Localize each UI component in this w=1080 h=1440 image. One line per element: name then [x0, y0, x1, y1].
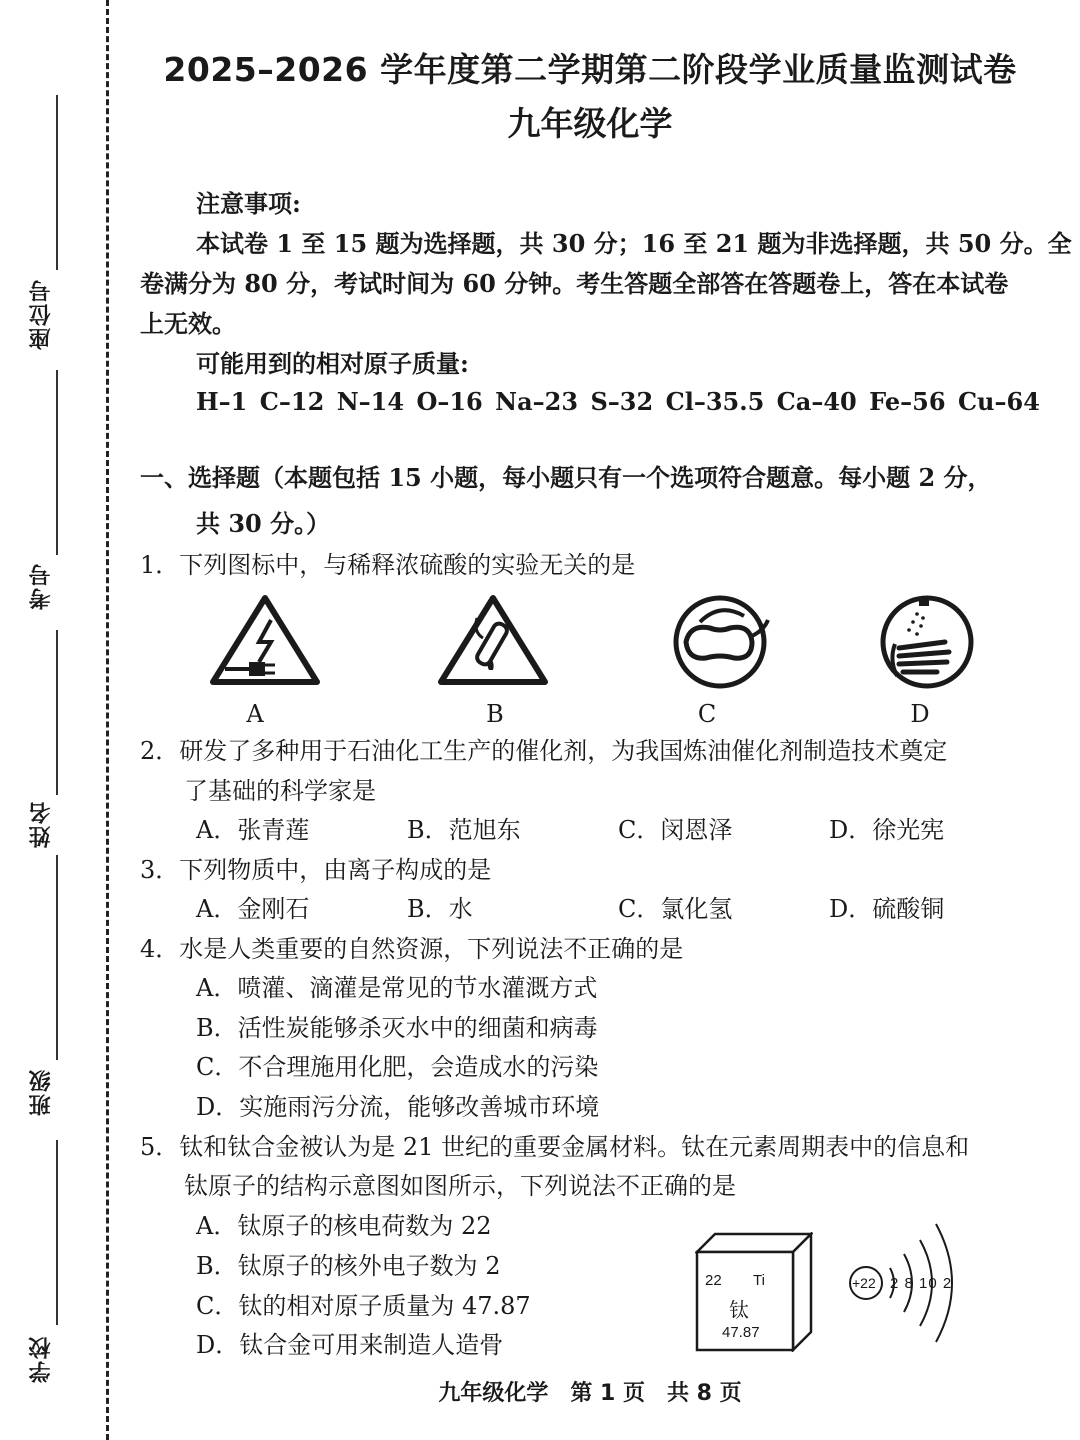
- mass-item: O–16: [416, 387, 483, 416]
- tile-element-name: 钛: [729, 1298, 749, 1322]
- option-text: D．硫酸铜: [829, 895, 945, 923]
- mass-item: H–1: [196, 387, 248, 416]
- mass-item: Na–23: [495, 387, 579, 416]
- name-label: 姓名: [29, 800, 54, 848]
- exam-sheet: [140, 0, 1072, 1440]
- school-line: [56, 1140, 58, 1325]
- option-text: A．金刚石: [196, 895, 310, 923]
- option-text: A．喷灌、滴灌是常见的节水灌溉方式: [196, 974, 598, 1002]
- mass-item: Fe–56: [869, 387, 946, 416]
- class-label: 班级: [29, 1068, 54, 1116]
- exam-number-line: [56, 370, 58, 555]
- page-footer: 九年级化学 第 1 页 共 8 页: [438, 1381, 742, 1406]
- mass-item: S–32: [590, 387, 654, 416]
- mass-item: Ca–40: [776, 387, 857, 416]
- section-heading: 一、选择题（本题包括 15 小题，每小题只有一个选项符合题意。每小题 2 分，: [140, 463, 992, 492]
- exam-number-label: 考号: [29, 562, 54, 610]
- section-heading-cont: 共 30 分。）: [196, 509, 331, 538]
- notice-heading: 注意事项:: [196, 189, 301, 218]
- question-2-options: [196, 810, 1040, 850]
- atomic-masses: [196, 382, 1040, 422]
- question-2-stem: 2．研发了多种用于石油化工生产的催化剂，为我国炼油催化剂制造技术奠定: [140, 737, 948, 765]
- tile-symbol: Ti: [753, 1272, 765, 1289]
- question-1-stem: 1．下列图标中，与稀释浓硫酸的实验无关的是: [140, 551, 636, 579]
- seat-line: [56, 95, 58, 270]
- option-text: B．活性炭能够杀灭水中的细菌和病毒: [196, 1014, 598, 1042]
- electron-shells: 2 8 10 2: [890, 1275, 953, 1292]
- option-text: B．钛原子的核外电子数为 2: [196, 1252, 501, 1280]
- masses-heading: 可能用到的相对原子质量:: [196, 349, 469, 378]
- page-subtitle: 九年级化学: [507, 104, 673, 143]
- option-text: B．范旭东: [407, 816, 521, 844]
- question-4-stem: 4．水是人类重要的自然资源，下列说法不正确的是: [140, 935, 684, 963]
- tile-atomic-number: 22: [705, 1272, 722, 1289]
- option-text: C．不合理施用化肥，会造成水的污染: [196, 1053, 599, 1081]
- option-label-b: B: [486, 700, 504, 728]
- nucleus-charge: +22: [852, 1275, 876, 1291]
- electric-hazard-icon: [205, 592, 325, 692]
- option-text: D．钛合金可用来制造人造骨: [196, 1331, 504, 1359]
- class-line: [56, 855, 58, 1060]
- option-text: C．钛的相对原子质量为 47.87: [196, 1292, 531, 1320]
- school-label: 学校: [29, 1335, 54, 1383]
- tile-atomic-mass: 47.87: [722, 1324, 760, 1341]
- notice-para1: 本试卷 1 至 15 题为选择题，共 30 分；16 至 21 题为非选择题，共 50 分。全: [196, 229, 1072, 258]
- option-text: A．张青莲: [196, 816, 310, 844]
- question-3-options: [196, 889, 1040, 929]
- option-text: A．钛原子的核电荷数为 22: [196, 1212, 492, 1240]
- notice-para2: 卷满分为 80 分，考试时间为 60 分钟。考生答题全部答在答题卷上，答在本试卷: [140, 269, 1009, 298]
- question-5-stem: 5．钛和钛合金被认为是 21 世纪的重要金属材料。钛在元素周期表中的信息和: [140, 1133, 970, 1161]
- name-line: [56, 630, 58, 795]
- option-text: D．徐光宪: [829, 816, 945, 844]
- notice-para3: 上无效。: [140, 309, 236, 338]
- cut-line: [106, 0, 109, 1440]
- option-label-a: A: [246, 700, 264, 728]
- option-text: C．闵恩泽: [618, 816, 733, 844]
- heating-hazard-icon: [433, 592, 553, 692]
- mass-item: Cu–64: [957, 387, 1040, 416]
- hand-wash-icon: [867, 592, 987, 692]
- question-5-stem-cont: 钛原子的结构示意图如图所示，下列说法不正确的是: [184, 1172, 736, 1200]
- goggles-icon: [660, 592, 780, 692]
- option-text: D．实施雨污分流，能够改善城市环境: [196, 1093, 600, 1121]
- option-label-c: C: [697, 700, 717, 728]
- seat-number-label: 座位号: [29, 278, 54, 350]
- mass-item: N–14: [336, 387, 405, 416]
- question-3-stem: 3．下列物质中，由离子构成的是: [140, 856, 492, 884]
- question-2-stem-cont: 了基础的科学家是: [184, 777, 376, 805]
- mass-item: C–12: [259, 387, 325, 416]
- option-text: B．水: [407, 895, 473, 923]
- option-label-d: D: [910, 700, 930, 728]
- option-text: C．氯化氢: [618, 895, 733, 923]
- page-title: 2025–2026 学年度第二学期第二阶段学业质量监测试卷: [163, 50, 1017, 89]
- mass-item: Cl–35.5: [665, 387, 765, 416]
- binding-margin: [0, 0, 110, 1440]
